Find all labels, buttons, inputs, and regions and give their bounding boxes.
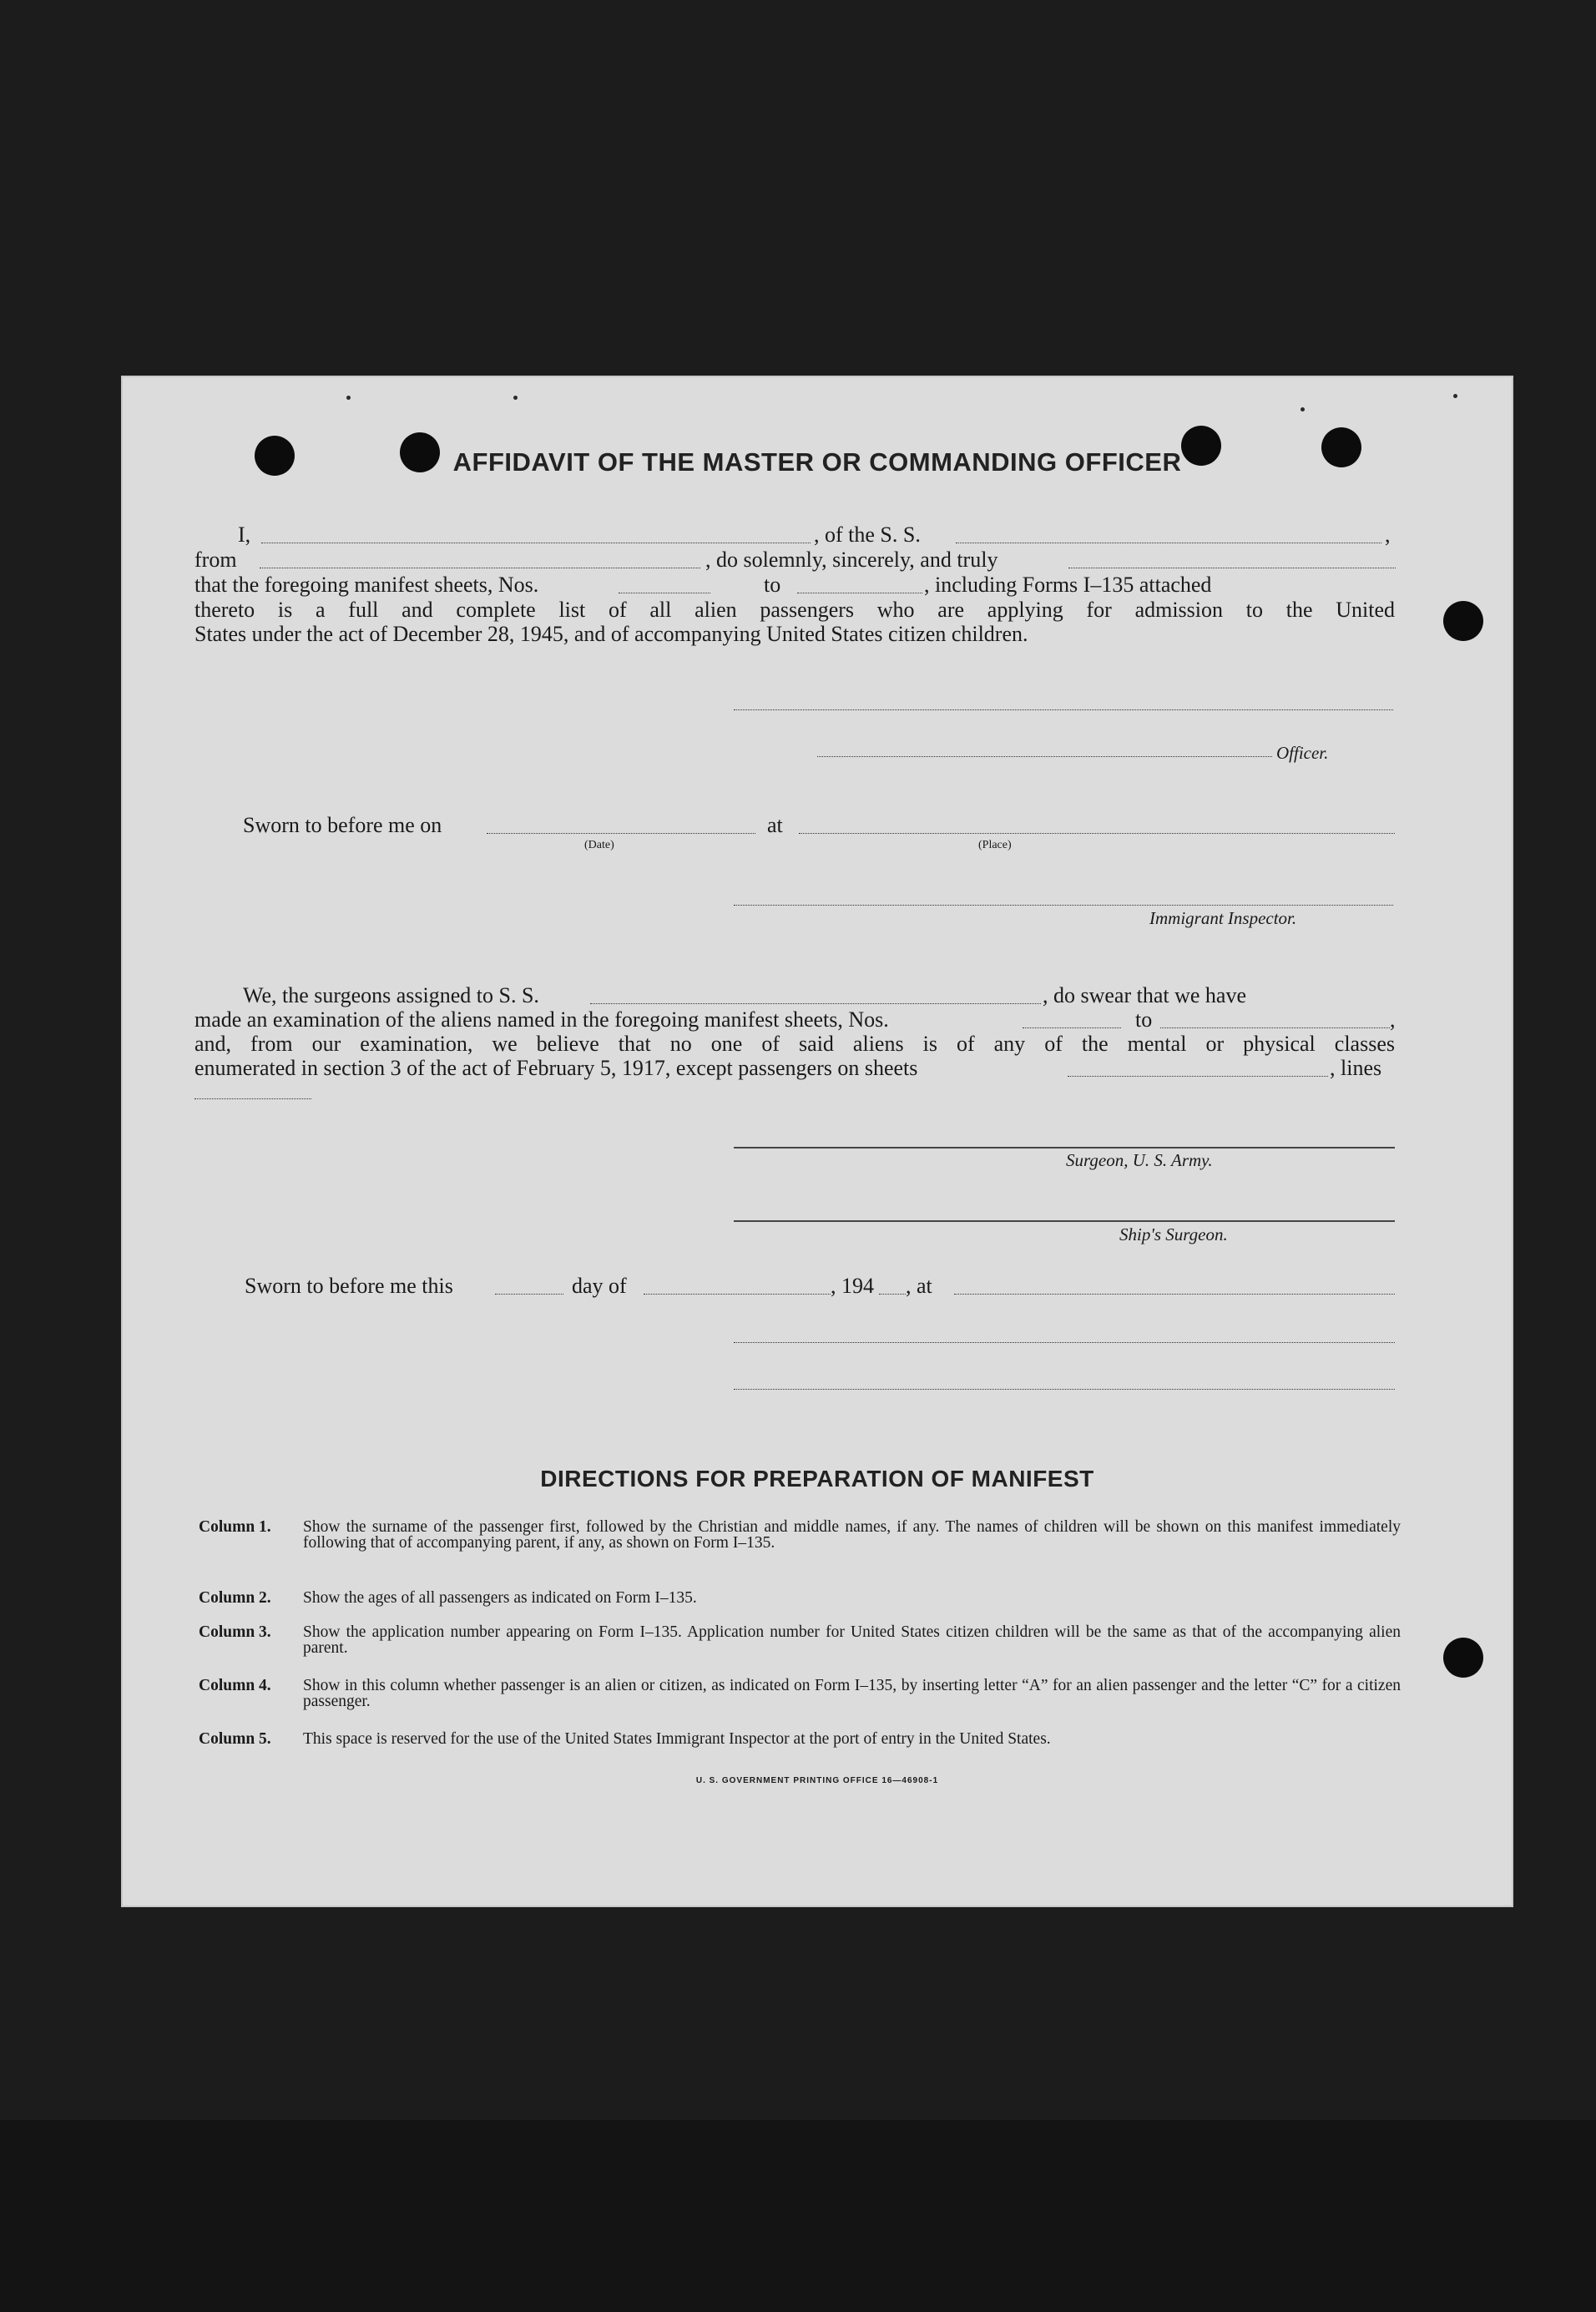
surgeons-to-text: to bbox=[1135, 1007, 1153, 1032]
signature-line[interactable] bbox=[734, 1342, 1395, 1343]
army-surgeon-caption: Surgeon, U. S. Army. bbox=[1066, 1150, 1213, 1170]
paper-speck bbox=[1453, 394, 1457, 398]
paper-speck bbox=[346, 396, 351, 400]
direction-label: Column 4. bbox=[199, 1677, 271, 1694]
surgeons-lines-text: , lines bbox=[1330, 1056, 1382, 1080]
sworn-date-field[interactable] bbox=[487, 833, 755, 834]
master-statement-line: States under the act of December 28, 1945, and of accompanying United States citizen children. bbox=[194, 622, 1028, 646]
army-surgeon-signature-line[interactable] bbox=[734, 1147, 1395, 1148]
master-of-ss-text: , of the S. S. bbox=[814, 522, 921, 547]
surgeons-we-text: We, the surgeons assigned to S. S. bbox=[243, 983, 539, 1007]
sworn-at-text: , at bbox=[906, 1274, 932, 1298]
master-to-text: to bbox=[764, 573, 781, 597]
direction-text: Show the ages of all passengers as indicated on Form I–135. bbox=[303, 1589, 697, 1607]
direction-label: Column 1. bbox=[199, 1518, 271, 1536]
sworn-day-text: day of bbox=[572, 1274, 627, 1298]
surgeons-enumerated-text: enumerated in section 3 of the act of February 5, 1917, except passengers on sheets bbox=[194, 1056, 918, 1080]
inspector-signature-line[interactable] bbox=[734, 905, 1393, 906]
paper-speck bbox=[1301, 407, 1305, 411]
master-including-text: , including Forms I–135 attached bbox=[924, 573, 1212, 597]
sworn-this-text: Sworn to before me this bbox=[245, 1274, 453, 1298]
direction-text: This space is reserved for the use of the United States Immigrant Inspector at the port of entry in the United States. bbox=[303, 1730, 1051, 1748]
surgeons-sheets-field[interactable] bbox=[1068, 1076, 1328, 1077]
punch-hole bbox=[1443, 601, 1483, 641]
surgeons-swear-text: , do swear that we have bbox=[1043, 983, 1247, 1007]
master-comma-text: , bbox=[1385, 522, 1391, 547]
sworn-day-field[interactable] bbox=[495, 1294, 563, 1295]
direction-text: Show the application number appearing on Form I–135. Application number for United States citizen children will be the same as that of the accompanying alien parent. bbox=[303, 1623, 1401, 1657]
master-from-text: from bbox=[194, 548, 237, 572]
surgeons-sheet-to-field[interactable] bbox=[1160, 1027, 1390, 1028]
direction-label: Column 3. bbox=[199, 1623, 271, 1641]
sworn-place2-field[interactable] bbox=[954, 1294, 1395, 1295]
direction-text: Show in this column whether passenger is an alien or citizen, as indicated on Form I–135, by inserting letter “A” for an alien passenger and the letter “C” for a citizen passenger. bbox=[303, 1677, 1401, 1710]
surgeons-comma-text: , bbox=[1390, 1007, 1396, 1032]
manifest-form-sheet bbox=[121, 376, 1513, 1907]
sworn-year-text: , 194 bbox=[831, 1274, 874, 1298]
direction-text: Show the surname of the passenger first, followed by the Christian and middle names, if any. The names of children will be shown on this manifest immediately following that of accompanying parent, if any, as shown on Form I–135. bbox=[303, 1518, 1401, 1552]
signature-line[interactable] bbox=[734, 1389, 1395, 1390]
sworn-at-text: at bbox=[767, 813, 783, 837]
affidavit-title: AFFIDAVIT OF THE MASTER OR COMMANDING OFFICER bbox=[452, 447, 1182, 477]
master-statement-line: thereto is a full and complete list of all alien passengers who are applying for admission to the United bbox=[194, 598, 1395, 622]
officer-caption: Officer. bbox=[1276, 743, 1329, 763]
sworn-year-field[interactable] bbox=[879, 1294, 906, 1295]
sworn-month-field[interactable] bbox=[644, 1294, 831, 1295]
scan-border-bottom bbox=[0, 2120, 1596, 2312]
direction-label: Column 2. bbox=[199, 1589, 271, 1607]
master-foregoing-text: that the foregoing manifest sheets, Nos. bbox=[194, 573, 539, 597]
date-caption: (Date) bbox=[584, 839, 614, 851]
surgeons-ship-field[interactable] bbox=[590, 1003, 1041, 1004]
surgeons-statement-line: and, from our examination, we believe that no one of said aliens is of any of the mental or physical classes bbox=[194, 1032, 1395, 1056]
sworn-place-field[interactable] bbox=[799, 833, 1395, 834]
paper-speck bbox=[513, 396, 518, 400]
punch-hole bbox=[1443, 1638, 1483, 1678]
surgeons-sheet-from-field[interactable] bbox=[1023, 1027, 1121, 1028]
master-signature-line[interactable] bbox=[734, 709, 1393, 710]
ship-surgeon-signature-line[interactable] bbox=[734, 1220, 1395, 1222]
surgeons-lines-field[interactable] bbox=[194, 1098, 311, 1099]
surgeons-made-text: made an examination of the aliens named in the foregoing manifest sheets, Nos. bbox=[194, 1007, 889, 1032]
printing-office-footer: U. S. GOVERNMENT PRINTING OFFICE 16—46908-1 bbox=[695, 1776, 939, 1785]
officer-signature-line[interactable] bbox=[817, 756, 1272, 757]
place-caption: (Place) bbox=[978, 839, 1012, 851]
directions-title: DIRECTIONS FOR PREPARATION OF MANIFEST bbox=[540, 1466, 1094, 1492]
sworn-before-text: Sworn to before me on bbox=[243, 813, 442, 837]
master-i-text: I, bbox=[238, 522, 251, 547]
inspector-caption: Immigrant Inspector. bbox=[1149, 908, 1297, 928]
master-solemnly-text: , do solemnly, sincerely, and truly bbox=[705, 548, 998, 572]
ship-surgeon-caption: Ship's Surgeon. bbox=[1119, 1224, 1228, 1244]
direction-label: Column 5. bbox=[199, 1730, 271, 1748]
